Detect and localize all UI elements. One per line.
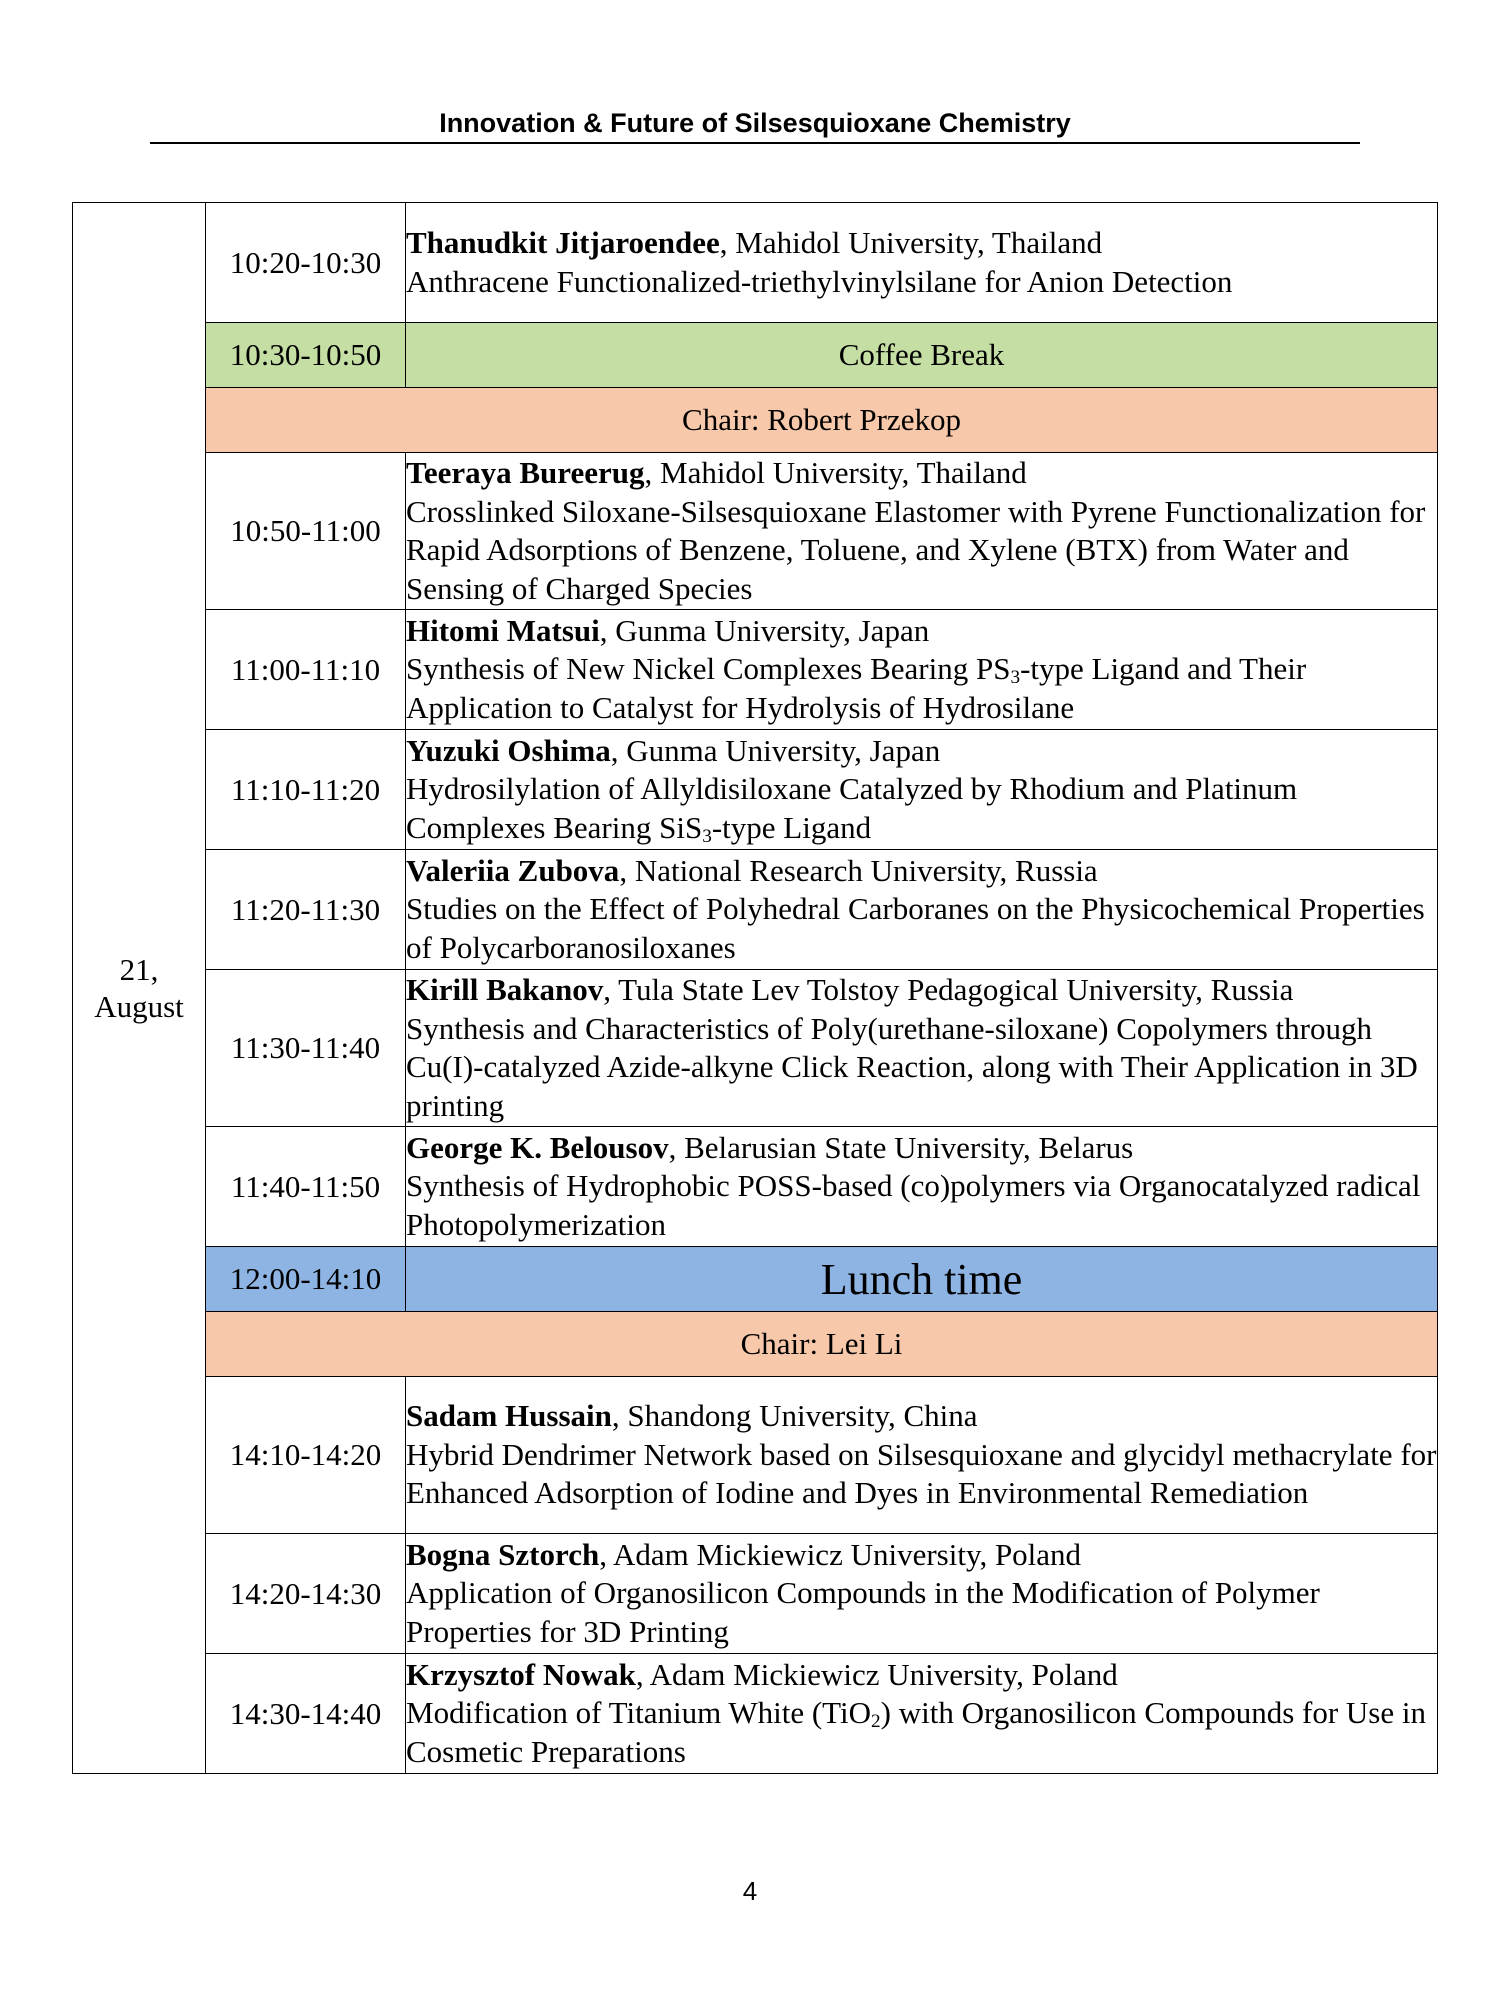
talk-title: Synthesis of Hydrophobic POSS-based (co)polymers via Organocatalyzed radical Photopolymerization [406, 1168, 1421, 1242]
time-slot: 14:10-14:20 [206, 1377, 406, 1534]
speaker-name: Krzysztof Nowak [406, 1656, 636, 1692]
time-slot: 11:40-11:50 [206, 1127, 406, 1247]
talk-entry [406, 203, 1438, 323]
time-slot: 11:20-11:30 [206, 850, 406, 970]
coffee-break-row [73, 323, 1438, 388]
table-row [73, 203, 1438, 323]
talk-entry [406, 850, 1438, 970]
speaker-name: Kirill Bakanov [406, 972, 604, 1007]
talk-title: Synthesis of New Nickel Complexes Bearing $PS_3$-type Ligand and Their Application to Catalyst for Hydrolysis of Hydrosilane [406, 651, 1307, 725]
header-divider [150, 142, 1360, 144]
table-row [73, 850, 1438, 970]
talk-entry [406, 1654, 1438, 1774]
speaker-name: Bogna Sztorch [406, 1536, 600, 1572]
lunch-label: Lunch time [406, 1247, 1438, 1312]
session-chair: Chair: Lei Li [206, 1312, 1438, 1377]
speaker-affiliation: , Mahidol University, Thailand [644, 455, 1027, 490]
speaker-affiliation: , Gunma University, Japan [599, 612, 930, 648]
date-day: 21, [119, 952, 159, 987]
talk-entry [406, 1534, 1438, 1654]
table-row [73, 1377, 1438, 1534]
talk-title: Synthesis and Characteristics of Poly(urethane-siloxane) Copolymers through Cu(I)-catalyzed Azide-alkyne Click Reaction, along with Their Application in 3D printing [406, 1010, 1418, 1123]
speaker-name: Valeriia Zubova [406, 852, 620, 888]
talk-title: Hydrosilylation of Allyldisiloxane Catalyzed by Rhodium and Platinum Complexes Bearing SiS$_3$-type Ligand [406, 771, 1298, 847]
time-slot: 10:20-10:30 [206, 203, 406, 323]
time-slot: 11:00-11:10 [206, 610, 406, 730]
page-header-title: Innovation & Future of Silsesquioxane Chemistry [439, 108, 1071, 138]
table-row [73, 453, 1438, 610]
talk-title: Crosslinked Siloxane-Silsesquioxane Elastomer with Pyrene Functionalization for Rapid Adsorptions of Benzene, Toluene, and Xylene (BTX) from Water and Sensing of Charged Species [406, 493, 1426, 606]
speaker-name: Sadam Hussain [406, 1398, 612, 1434]
speaker-affiliation: , Mahidol University, Thailand [719, 225, 1103, 260]
speaker-affiliation: , Belarusian State University, Belarus [668, 1129, 1134, 1165]
time-slot: 12:00-14:10 [206, 1247, 406, 1312]
talk-entry [406, 730, 1438, 850]
speaker-affiliation: , Adam Mickiewicz University, Poland [635, 1656, 1118, 1692]
speaker-name: Teeraya Bureerug [406, 455, 645, 490]
chair-row [73, 388, 1438, 453]
schedule-table [72, 202, 1438, 1774]
speaker-affiliation: , National Research University, Russia [619, 852, 1098, 888]
time-slot: 14:20-14:30 [206, 1534, 406, 1654]
page-number: 4 [742, 1876, 758, 1906]
table-row [73, 970, 1438, 1127]
talk-entry [406, 970, 1438, 1127]
date-month: August [94, 989, 184, 1024]
talk-entry [406, 453, 1438, 610]
chair-row [73, 1312, 1438, 1377]
speaker-name: Yuzuki Oshima [406, 732, 611, 768]
time-slot: 14:30-14:40 [206, 1654, 406, 1774]
talk-entry [406, 1377, 1438, 1534]
table-row [73, 1534, 1438, 1654]
table-row [73, 730, 1438, 850]
talk-title: Modification of Titanium White (TiO$_2$) with Organosilicon Compounds for Use in Cosmetic Preparations [406, 1695, 1426, 1769]
talk-title: Hybrid Dendrimer Network based on Silsesquioxane and glycidyl methacrylate for Enhanced Adsorption of Iodine and Dyes in Environmental Remediation [406, 1436, 1437, 1511]
date-cell [73, 203, 206, 1774]
table-row [73, 1654, 1438, 1774]
talk-title: Application of Organosilicon Compounds in the Modification of Polymer Properties for 3D Printing [406, 1575, 1320, 1649]
speaker-name: Thanudkit Jitjaroendee [406, 225, 720, 260]
speaker-name: Hitomi Matsui [406, 612, 600, 648]
time-slot: 10:50-11:00 [206, 453, 406, 610]
talk-entry [406, 610, 1438, 730]
session-chair: Chair: Robert Przekop [206, 388, 1438, 453]
talk-title: Studies on the Effect of Polyhedral Carboranes on the Physicochemical Properties of Polycarboranosiloxanes [406, 891, 1425, 965]
speaker-name: George K. Belousov [406, 1129, 669, 1165]
talk-entry [406, 1127, 1438, 1247]
talk-title: Anthracene Functionalized-triethylvinylsilane for Anion Detection [406, 263, 1233, 299]
table-row [73, 610, 1438, 730]
speaker-affiliation: , Tula State Lev Tolstoy Pedagogical University, Russia [603, 972, 1294, 1007]
time-slot: 11:30-11:40 [206, 970, 406, 1127]
time-slot: 10:30-10:50 [206, 323, 406, 388]
table-row [73, 1127, 1438, 1247]
time-slot: 11:10-11:20 [206, 730, 406, 850]
speaker-affiliation: , Gunma University, Japan [610, 732, 941, 768]
speaker-affiliation: , Adam Mickiewicz University, Poland [599, 1536, 1082, 1572]
lunch-row [73, 1247, 1438, 1312]
speaker-affiliation: , Shandong University, China [611, 1398, 978, 1434]
coffee-break-label: Coffee Break [406, 323, 1438, 388]
